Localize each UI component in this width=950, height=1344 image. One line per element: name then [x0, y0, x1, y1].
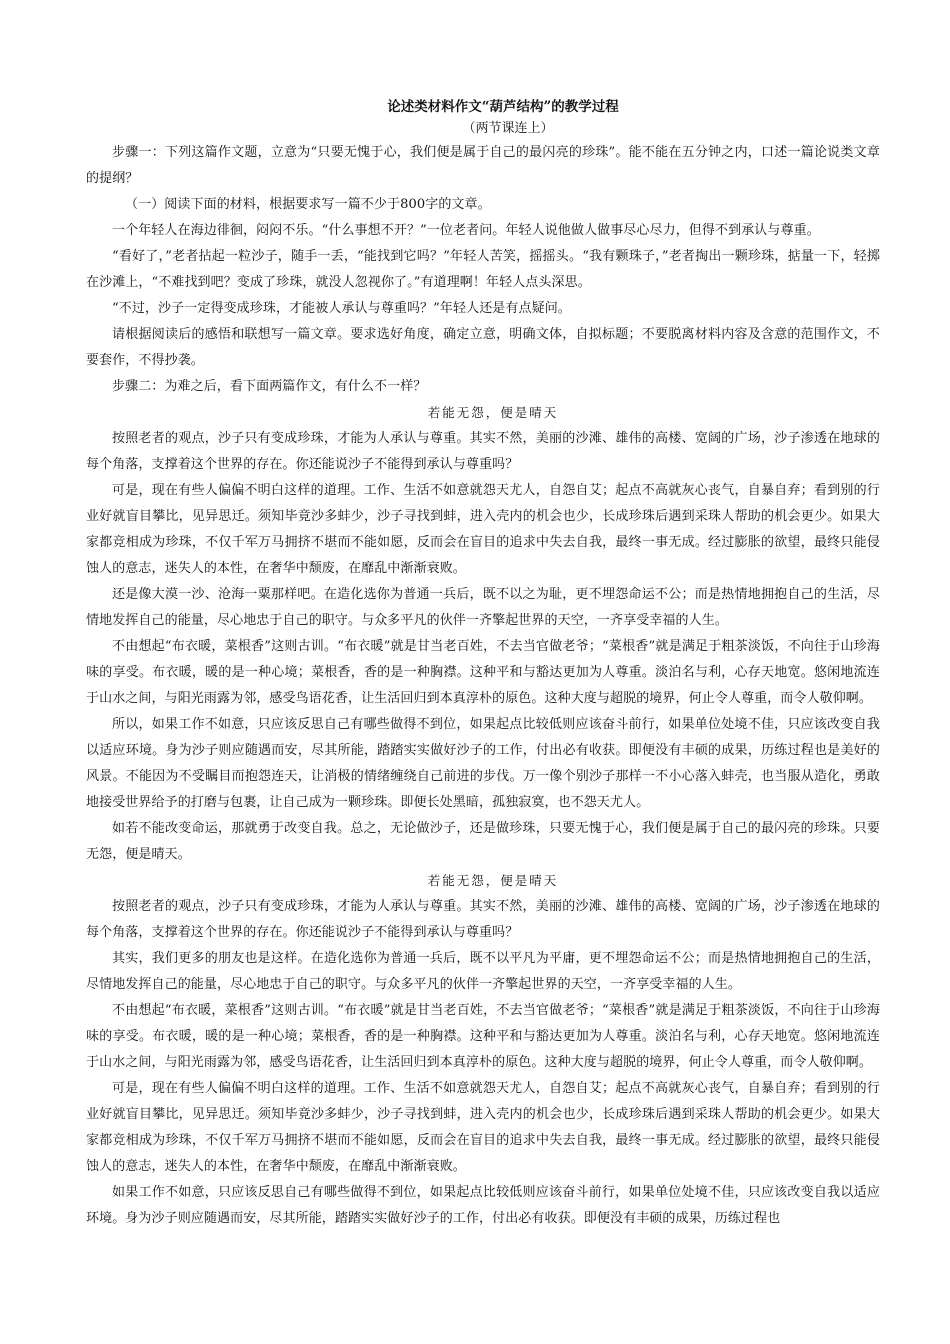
document-page	[86, 96, 880, 1232]
step-two-paragraph: 步骤二：为难之后，看下面两篇作文，有什么不一样？	[112, 379, 427, 394]
essay-two-title: 若能无怨，便是晴天	[427, 873, 559, 888]
essay-two-paragraph: 如果工作不如意，只应该反思自己有哪些做得不到位，如果起点比较低则应该奋斗前行，如果单位处境不佳，只应该改变自我以适应环境。身为沙子则应随遇而安，尽其所能，踏踏实实做好沙子的工作，付出必有收获。即便没有丰硕的成果，历练过程也	[86, 1185, 880, 1226]
essay-one-title: 若能无怨，便是晴天	[427, 405, 559, 420]
essay-two-paragraph: 不由想起“布衣暖，菜根香”这则古训。“布衣暖”就是甘当老百姓，不去当官做老爷；“菜根香”就是满足于粗茶淡饭，不向往于山珍海味的享受。布衣暖，暖的是一种心境；菜根香，香的是一种胸襟。这种平和与豁达更加为人尊重。淡泊名与利，心存天地宽。悠闲地流连于山水之间，与阳光雨露为邻，感受鸟语花香，让生活回归到本真淳朴的原色。这种大度与超脱的境界，何止令人尊重，而令人敬仰啊。	[86, 1003, 880, 1070]
essay-two-paragraph: 按照老者的观点，沙子只有变成珍珠，才能为人承认与尊重。其实不然，美丽的沙滩、雄伟的高楼、宽阔的广场，沙子渗透在地球的每个角落，支撑着这个世界的存在。你还能说沙子不能得到承认与尊重吗？	[86, 899, 880, 940]
document-title: 论述类材料作文“葫芦结构”的教学过程	[387, 99, 619, 115]
essay-one-paragraph: 按照老者的观点，沙子只有变成珍珠，才能为人承认与尊重。其实不然，美丽的沙滩、雄伟的高楼、宽阔的广场，沙子渗透在地球的每个角落，支撑着这个世界的存在。你还能说沙子不能得到承认与尊重吗？	[86, 431, 880, 472]
essay-two-paragraph: 其实，我们更多的朋友也是这样。在造化选你为普通一兵后，既不以平凡为平庸，更不埋怨命运不公；而是热情地拥抱自己的生活，尽情地发挥自己的能量，尽心地忠于自己的职守。与众多平凡的伙伴一齐擎起世界的天空，一齐享受幸福的人生。	[86, 951, 880, 992]
document-subtitle: （两节课连上）	[462, 121, 554, 136]
task-intro-paragraph: （一）阅读下面的材料，根据要求写一篇不少于800字的文章。	[125, 197, 491, 212]
essay-one-paragraph: 不由想起“布衣暖，菜根香”这则古训。“布衣暖”就是甘当老百姓，不去当官做老爷；“菜根香”就是满足于粗茶淡饭，不向往于山珍海味的享受。布衣暖，暖的是一种心境；菜根香，香的是一种胸襟。这种平和与豁达更加为人尊重。淡泊名与利，心存天地宽。悠闲地流连于山水之间，与阳光雨露为邻，感受鸟语花香，让生活回归到本真淳朴的原色。这种大度与超脱的境界，何止令人尊重，而令人敬仰啊。	[86, 639, 880, 706]
requirement-paragraph: 请根据阅读后的感悟和联想写一篇文章。要求选好角度，确定立意，明确文体，自拟标题；不要脱离材料内容及含意的范围作文，不要套作，不得抄袭。	[86, 327, 880, 368]
essay-two-paragraph: 可是，现在有些人偏偏不明白这样的道理。工作、生活不如意就怨天尤人，自怨自艾；起点不高就灰心丧气，自暴自弃；看到别的行业好就盲目攀比，见异思迁。须知毕竟沙多蚌少，沙子寻找到蚌，进入壳内的机会也少，长成珍珠后遇到采珠人帮助的机会更少。如果大家都竞相成为珍珠，不仅千军万马拥挤不堪而不能如愿，反而会在盲目的追求中失去自我，最终一事无成。经过膨胀的欲望，最终只能侵蚀人的意志，迷失人的本性，在奢华中颓废，在靡乱中渐渐衰败。	[86, 1081, 880, 1174]
essay-one-paragraph: 还是像大漠一沙、沧海一粟那样吧。在造化选你为普通一兵后，既不以之为耻，更不埋怨命运不公；而是热情地拥抱自己的生活，尽情地发挥自己的能量，尽心地忠于自己的职守。与众多平凡的伙伴一齐擎起世界的天空，一齐享受幸福的人生。	[86, 587, 880, 628]
essay-one-paragraph: 如若不能改变命运，那就勇于改变自我。总之，无论做沙子，还是做珍珠，只要无愧于心，我们便是属于自己的最闪亮的珍珠。只要无怨，便是晴天。	[86, 821, 880, 862]
essay-one-paragraph: 可是，现在有些人偏偏不明白这样的道理。工作、生活不如意就怨天尤人，自怨自艾；起点不高就灰心丧气，自暴自弃；看到别的行业好就盲目攀比，见异思迁。须知毕竟沙多蚌少，沙子寻找到蚌，进入壳内的机会也少，长成珍珠后遇到采珠人帮助的机会更少。如果大家都竞相成为珍珠，不仅千军万马拥挤不堪而不能如愿，反而会在盲目的追求中失去自我，最终一事无成。经过膨胀的欲望，最终只能侵蚀人的意志，迷失人的本性，在奢华中颓废，在靡乱中渐渐衰败。	[86, 483, 880, 576]
step-one-paragraph: 步骤一：下列这篇作文题，立意为“只要无愧于心，我们便是属于自己的最闪亮的珍珠”。能不能在五分钟之内，口述一篇论说类文章的提纲？	[86, 145, 880, 186]
essay-one-paragraph: 所以，如果工作不如意，只应该反思自己有哪些做得不到位，如果起点比较低则应该奋斗前行，如果单位处境不佳，只应该改变自我以适应环境。身为沙子则应随遇而安，尽其所能，踏踏实实做好沙子的工作，付出必有收获。即便没有丰硕的成果，历练过程也是美好的风景。不能因为不受瞩目而抱怨连天，让消极的情绪缠绕自己前进的步伐。万一像个别沙子那样一不小心落入蚌壳，也当服从造化，勇敢地接受世界给予的打磨与包裹，让自己成为一颗珍珠。即便长处黑暗，孤独寂寞，也不怨天尤人。	[86, 717, 880, 810]
material-paragraph: “看好了，”老者拈起一粒沙子，随手一丢，“能找到它吗？”年轻人苦笑，摇摇头。“我有颗珠子，”老者掏出一颗珍珠，掂量一下，轻掷在沙滩上，“不难找到吧？变成了珍珠，就没人忽视你了。”有道理啊！年轻人点头深思。	[86, 249, 880, 290]
material-paragraph: 一个年轻人在海边徘徊，闷闷不乐。“什么事想不开？”一位老者问。年轻人说他做人做事尽心尽力，但得不到承认与尊重。	[112, 223, 820, 238]
material-paragraph: “不过，沙子一定得变成珍珠，才能被人承认与尊重吗？”年轻人还是有点疑问。	[112, 301, 571, 316]
